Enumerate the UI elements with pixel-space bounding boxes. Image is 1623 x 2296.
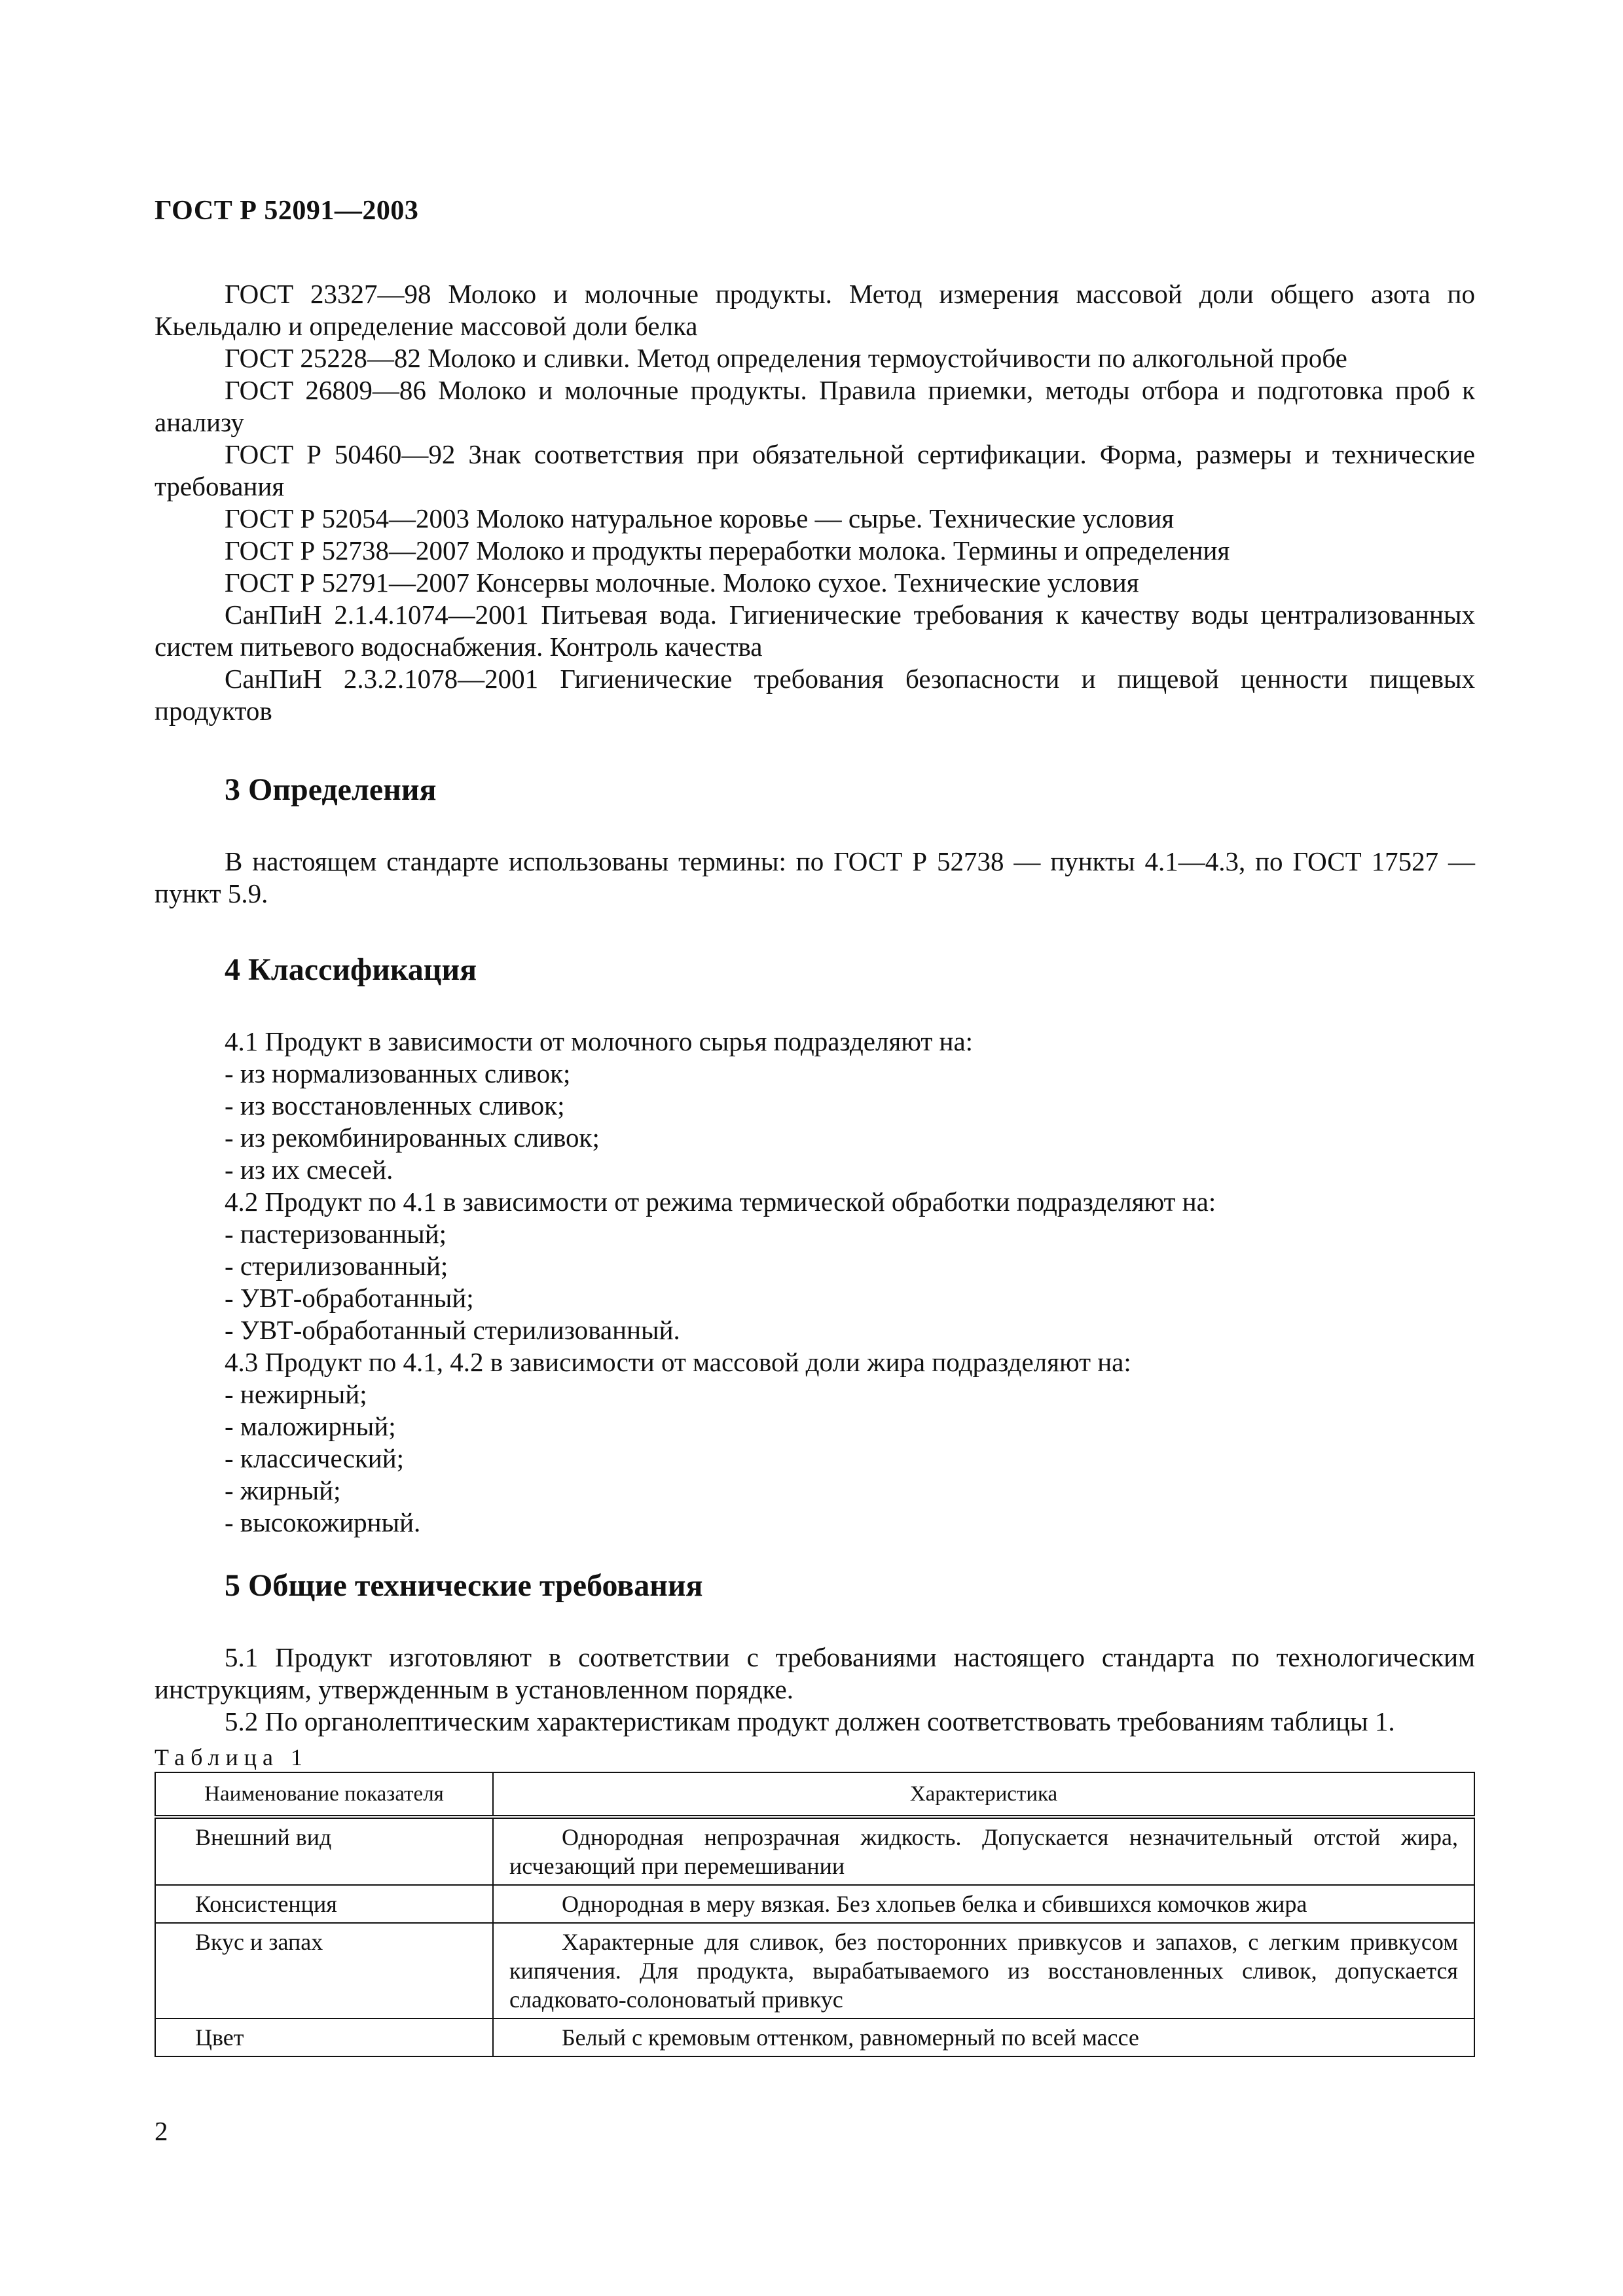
list-item: 4.3 Продукт по 4.1, 4.2 в зависимости от массовой доли жира подразделяют на: [225,1347,1131,1377]
section-5-heading: 5 Общие технические требования [225,1568,703,1603]
table-cell-value: Белый с кремовым оттенком, равномерный по всей массе [493,2018,1474,2056]
references-list [155,278,1475,727]
table-cell-value: Характерные для сливок, без посторонних привкусов и запахов, с легким привкусом кипячения. Для продукта, вырабатываемого из восстановленных сливок, допускается сладковато-солоноватый привкус [493,1923,1474,2018]
section-5-2-text: 5.2 По органолептическим характеристикам продукт должен соответствовать требованиям таблицы 1. [225,1706,1395,1736]
classification-list [155,1026,1475,1539]
list-item: - стерилизованный; [225,1251,448,1281]
section-3-heading: 3 Определения [225,772,437,807]
section-5-1-text: 5.1 Продукт изготовляют в соответствии с требованиями настоящего стандарта по технологическим инструкциям, утвержденным в установленном порядке. [155,1642,1475,1704]
organoleptic-table [155,1772,1475,2057]
list-item: - пастеризованный; [225,1219,447,1249]
table-cell-name: Внешний вид [155,1817,493,1885]
table-header-cell: Наименование показателя [155,1772,493,1817]
table-cell-name: Цвет [155,2018,493,2056]
list-item: - нежирный; [225,1379,367,1409]
list-item: - из их смесей. [225,1155,393,1185]
table-cell-value: Однородная в меру вязкая. Без хлопьев белка и сбившихся комочков жира [493,1885,1474,1923]
table-header-row [155,1772,1474,1817]
list-item: - из рекомбинированных сливок; [225,1122,600,1153]
list-item: - жирный; [225,1475,341,1505]
reference-item: СанПиН 2.3.2.1078—2001 Гигиенические требования безопасности и пищевой ценности пищевых продуктов [155,664,1475,726]
section-4-heading: 4 Классификация [225,952,477,987]
list-item: - высокожирный. [225,1507,421,1537]
reference-item: ГОСТ Р 52738—2007 Молоко и продукты переработки молока. Термины и определения [225,535,1230,565]
table-cell-name: Вкус и запах [155,1923,493,2018]
list-item: - из восстановленных сливок; [225,1090,565,1121]
reference-item: ГОСТ Р 50460—92 Знак соответствия при обязательной сертификации. Форма, размеры и технические требования [155,439,1475,501]
list-item: 4.1 Продукт в зависимости от молочного сырья подразделяют на: [225,1026,974,1056]
reference-item: ГОСТ 23327—98 Молоко и молочные продукты. Метод измерения массовой доли общего азота по Кьельдалю и определение массовой доли белка [155,279,1475,341]
table-row [155,1923,1474,2018]
reference-item: ГОСТ Р 52791—2007 Консервы молочные. Молоко сухое. Технические условия [225,567,1139,598]
list-item: - из нормализованных сливок; [225,1058,571,1088]
table-row [155,2018,1474,2056]
page-content [155,278,1475,2057]
document-header: ГОСТ Р 52091—2003 [155,196,419,226]
page-number: 2 [155,2116,168,2146]
table-cell-name: Консистенция [155,1885,493,1923]
list-item: - классический; [225,1443,405,1473]
reference-item: ГОСТ 26809—86 Молоко и молочные продукты. Правила приемки, методы отбора и подготовка проб к анализу [155,375,1475,437]
table-row [155,1817,1474,1885]
list-item: - УВТ-обработанный; [225,1283,474,1313]
list-item: 4.2 Продукт по 4.1 в зависимости от режима термической обработки подразделяют на: [225,1187,1216,1217]
reference-item: СанПиН 2.1.4.1074—2001 Питьевая вода. Гигиенические требования к качеству воды централизованных систем питьевого водоснабжения. Контроль качества [155,600,1475,662]
table-cell-value: Однородная непрозрачная жидкость. Допускается незначительный отстой жира, исчезающий при перемешивании [493,1817,1474,1885]
list-item: - маложирный; [225,1411,396,1441]
reference-item: ГОСТ 25228—82 Молоко и сливки. Метод определения термоустойчивости по алкогольной пробе [225,343,1347,373]
reference-item: ГОСТ Р 52054—2003 Молоко натуральное коровье — сырье. Технические условия [225,503,1175,533]
table-row [155,1885,1474,1923]
table-caption: Таблица 1 [155,1744,308,1770]
table-header-cell: Характеристика [493,1772,1474,1817]
section-3-text: В настоящем стандарте использованы термины: по ГОСТ Р 52738 — пункты 4.1—4.3, по ГОСТ 17527 — пункт 5.9. [155,846,1475,908]
list-item: - УВТ-обработанный стерилизованный. [225,1315,680,1345]
